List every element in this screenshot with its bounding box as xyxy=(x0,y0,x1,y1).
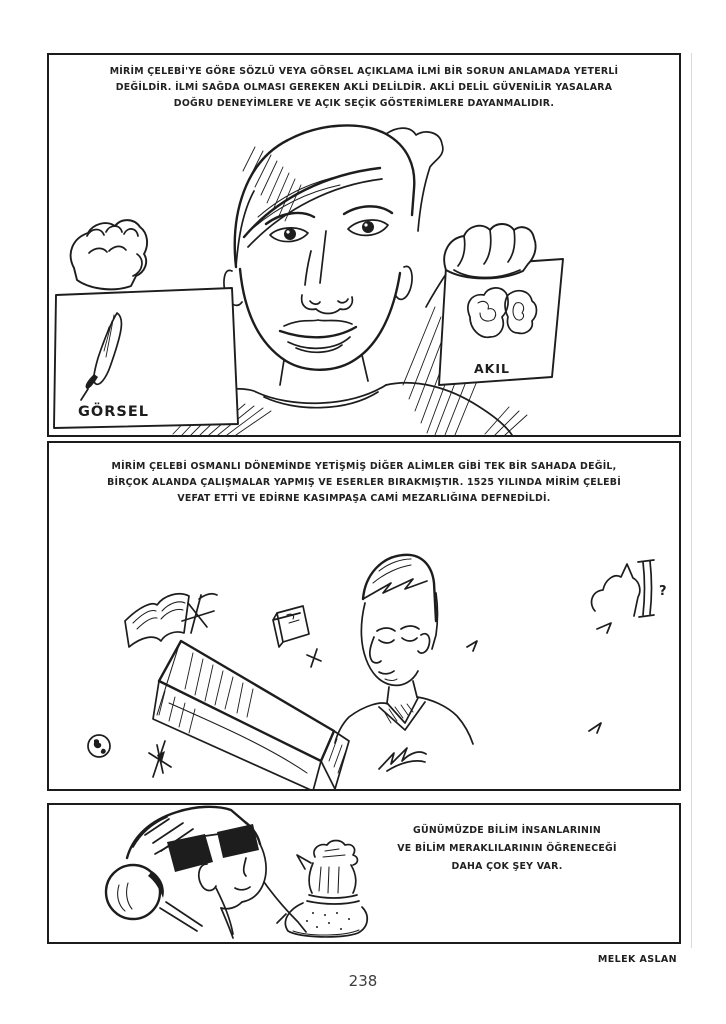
sunglasses-person-sketch xyxy=(106,807,306,938)
right-fist xyxy=(444,224,535,278)
tick-marks xyxy=(467,623,611,733)
tombstone-sketch xyxy=(592,560,667,617)
panel-1 xyxy=(47,53,681,437)
panel-1-drawing xyxy=(49,55,679,435)
panel-2-caption-line-1: MİRİM ÇELEBİ OSMANLI DÖNEMİNDE YETİŞMİŞ DİĞER ALİMLER GİBİ TEK BİR SAHADA DEĞİL, xyxy=(111,461,617,472)
panel-1-caption-line-2: DEĞİLDİR. İLMİ SAĞDA OLMASI GEREKEN AKLİ DELİLDİR. AKLİ DELİL GÜVENİLİR YASALARA xyxy=(115,82,613,93)
scan-edge-line xyxy=(691,53,692,948)
panel-1-caption xyxy=(59,64,669,112)
gorsel-label: GÖRSEL xyxy=(78,404,149,420)
signature-squiggle xyxy=(379,748,426,771)
panel-2-caption-line-2: BİRÇOK ALANDA ÇALIŞMALAR YAPMIŞ VE ESERLER BIRAKMIŞTIR. 1525 YILINDA MİRİM ÇELEBİ xyxy=(107,477,621,488)
panel-3-caption-line-1: GÜNÜMÜZDE BİLİM İNSANLARININ xyxy=(413,825,601,836)
figurine-sketch xyxy=(277,841,367,937)
panel-3-caption-line-2: VE BİLİM MERAKLILARININ ÖĞRENECEĞİ xyxy=(397,843,617,854)
panel-2 xyxy=(47,441,681,791)
open-book-sketch xyxy=(125,594,189,647)
man-head-sketch xyxy=(335,555,473,744)
akil-label: AKIL xyxy=(474,361,510,376)
panel-1-caption-line-1: MİRİM ÇELEBİ'YE GÖRE SÖZLÜ VEYA GÖRSEL AÇIKLAMA İLMİ BİR SORUN ANLAMADA YETERLİ xyxy=(109,66,619,77)
globe-sketch xyxy=(88,735,110,757)
panel-1-caption-line-3: DOĞRU DENEYİMLERE VE AÇIK SEÇİK GÖSTERİMLERE DAYANMALIDIR. xyxy=(173,98,555,109)
coffin-sketch xyxy=(153,641,349,789)
question-mark: ? xyxy=(659,584,667,599)
panel-3 xyxy=(47,803,681,944)
panel-2-caption xyxy=(59,459,669,507)
small-book-sketch xyxy=(273,606,309,647)
artist-credit: MELEK ASLAN xyxy=(597,954,677,965)
panel-3-caption xyxy=(357,822,657,876)
gorsel-sheet xyxy=(54,288,238,428)
page-number: 238 xyxy=(348,972,378,990)
panel-3-caption-line-3: DAHA ÇOK ŞEY VAR. xyxy=(451,861,563,872)
left-fist xyxy=(71,220,147,289)
panel-2-caption-line-3: VEFAT ETTİ VE EDİRNE KASIMPAŞA CAMİ MEZARLIĞINA DEFNEDİLDİ. xyxy=(177,493,551,504)
